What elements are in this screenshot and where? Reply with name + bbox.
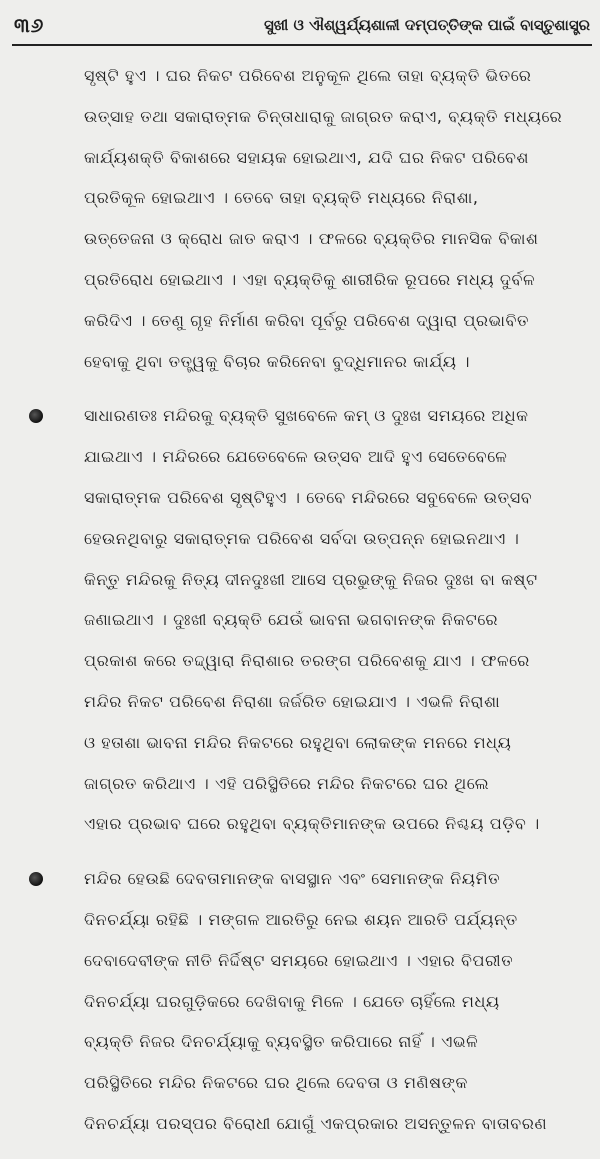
running-title: ସୁଖୀ ଓ ଐଶ୍ୱର୍ଯ୍ୟଶାଳୀ ଦମ୍ପତ୍ତିଙ୍କ ପାଇଁ ବାସ୍ତୁଶାସ୍ତ୍ର [263,16,590,34]
text-line: ଜାଗ୍ରତ କରିଥାଏ । ଏହି ପରିସ୍ଥିତିରେ ମନ୍ଦିର ନିକଟରେ ଘର ଥିଲେ [84,773,490,793]
text-line: ଓ ହତାଶା ଭାବନା ମନ୍ଦିର ନିକଟରେ ରହୁଥିବା ଲୋକଙ୍କ ମନରେ ମଧ୍ୟ [84,732,512,752]
text-line: ସକାରାତ୍ମକ ପରିବେଶ ସୃଷ୍ଟିହୁଏ । ତେବେ ମନ୍ଦିରରେ ସବୁବେଳେ ଉତ୍ସବ [84,487,533,507]
text-line: ହେଉନଥିବାରୁ ସକାରାତ୍ମକ ପରିବେଶ ସର୍ବଦା ଉତ୍ପନ୍ନ ହୋଇନଥାଏ । [84,528,520,548]
text-line: ମନ୍ଦିର ନିକଟ ପରିବେଶ ନିରାଶା ଜର୍ଜରିତ ହୋଇଯାଏ । ଏଭଳି ନିରାଶା [84,691,501,711]
text-line: ହେବାକୁ ଥିବା ତତ୍ତ୍ୱକୁ ବିଚାର କରିନେବା ବୁଦ୍ଧିମାନର କାର୍ଯ୍ୟ । [84,351,471,371]
text-line: ଦିନଚର୍ଯ୍ୟା ଘରଗୁଡ଼ିକରେ ଦେଖିବାକୁ ମିଳେ । ଯେତେ ଚାହିଁଲେ ମଧ୍ୟ [84,991,500,1011]
text-line: ପ୍ରତିରୋଧ ହୋଇଥାଏ । ଏହା ବ୍ୟକ୍ତିକୁ ଶାରୀରିକ ରୂପରେ ମଧ୍ୟ ଦୁର୍ବଳ [84,269,536,289]
text-line: ପରିସ୍ଥିତିରେ ମନ୍ଦିର ନିକଟରେ ଘର ଥିଲେ ଦେବତା ଓ ମଣିଷଙ୍କ [84,1073,468,1093]
header-rule [12,44,592,46]
text-line: ଜଣାଇଥାଏ । ଦୁଃଖୀ ବ୍ୟକ୍ତି ଯେଉଁ ଭାବନା ଭଗବାନଙ୍କ ନିକଟରେ [84,610,499,630]
text-line: ଦେବାଦେବୀଙ୍କ ନୀତି ନିର୍ଦ୍ଦିଷ୍ଟ ସମୟରେ ହୋଇଥାଏ । ଏହାର ବିପରୀତ [84,950,514,970]
bullet-icon [29,872,43,886]
text-line: ସାଧାରଣତଃ ମନ୍ଦିରକୁ ବ୍ୟକ୍ତି ସୁଖବେଳେ କମ୍ ଓ ଦୁଃଖ ସମୟରେ ଅଧିକ [84,406,529,426]
paragraph [0,56,600,382]
text-line: ଏହାର ପ୍ରଭାବ ଘରେ ରହୁଥିବା ବ୍ୟକ୍ତିମାନଙ୍କ ଉପରେ ନିଶ୍ଚୟ ପଡ଼ିବ । [84,814,540,834]
text-line: ପ୍ରତିକୂଳ ହୋଇଥାଏ । ତେବେ ତାହା ବ୍ୟକ୍ତି ମଧ୍ୟରେ ନିରାଶା, [84,188,479,208]
text-line: ଦିନଚର୍ଯ୍ୟା ପରସ୍ପର ବିରୋଧୀ ଯୋଗୁଁ ଏକପ୍ରକାର ଅସନ୍ତୁଳନ ବାତାବରଣ [84,1113,548,1133]
text-line: କାର୍ଯ୍ୟଶକ୍ତି ବିକାଶରେ ସହାୟକ ହୋଇଥାଏ, ଯଦି ଘର ନିକଟ ପରିବେଶ [84,147,529,167]
text-line: ଉତ୍ସାହ ତଥା ସକାରାତ୍ମକ ଚିନ୍ତାଧାରାକୁ ଜାଗ୍ରତ କରାଏ, ବ୍ୟକ୍ତି ମଧ୍ୟରେ [84,106,563,126]
text-line: ଯାଇଥାଏ । ମନ୍ଦିରରେ ଯେତେବେଳେ ଉତ୍ସବ ଆଦି ହୁଏ ସେତେବେଳେ [84,447,508,467]
page-number: ୩୬ [14,13,45,37]
paragraph [0,859,600,1145]
text-line: ସୃଷ୍ଟି ହୁଏ । ଘର ନିକଟ ପରିବେଶ ଅନୁକୂଳ ଥିଲେ ତାହା ବ୍ୟକ୍ତି ଭିତରେ [84,66,532,85]
page-header [14,10,590,40]
text-line: ଦିନଚର୍ଯ୍ୟା ରହିଛି । ମଙ୍ଗଳ ଆରତିରୁ ନେଇ ଶୟନ ଆରତି ପର୍ଯ୍ୟନ୍ତ [84,909,518,929]
paragraph [0,396,600,845]
text-line: ବ୍ୟକ୍ତି ନିଜର ଦିନଚର୍ଯ୍ୟାକୁ ବ୍ୟବସ୍ଥିତ କରିପାରେ ନାହିଁ । ଏଭଳି [84,1032,479,1052]
text-line: ଉତ୍ତେଜନା ଓ କ୍ରୋଧ ଜାତ କରାଏ । ଫଳରେ ବ୍ୟକ୍ତିର ମାନସିକ ବିକାଶ [84,229,539,249]
text-line: କରିଦିଏ । ତେଣୁ ଗୃହ ନିର୍ମାଣ କରିବା ପୂର୍ବରୁ ପରିବେଶ ଦ୍ୱାରା ପ୍ରଭାବିତ [84,310,530,330]
bullet-icon [29,409,43,423]
text-line: କିନ୍ତୁ ମନ୍ଦିରକୁ ନିତ୍ୟ ଦୀନଦୁଃଖୀ ଆସେ ପ୍ରଭୁଙ୍କୁ ନିଜର ଦୁଃଖ ବା କଷ୍ଟ [84,569,538,589]
body-text [0,56,600,1159]
text-line: ପ୍ରକାଶ କରେ ତଦ୍ଦ୍ୱାରା ନିରାଶାର ତରଙ୍ଗ ପରିବେଶକୁ ଯାଏ । ଫଳରେ [84,651,530,671]
text-line: ମନ୍ଦିର ହେଉଛି ଦେବତାମାନଙ୍କ ବାସସ୍ଥାନ ଏବଂ ସେମାନଙ୍କ ନିୟମିତ [84,869,501,889]
